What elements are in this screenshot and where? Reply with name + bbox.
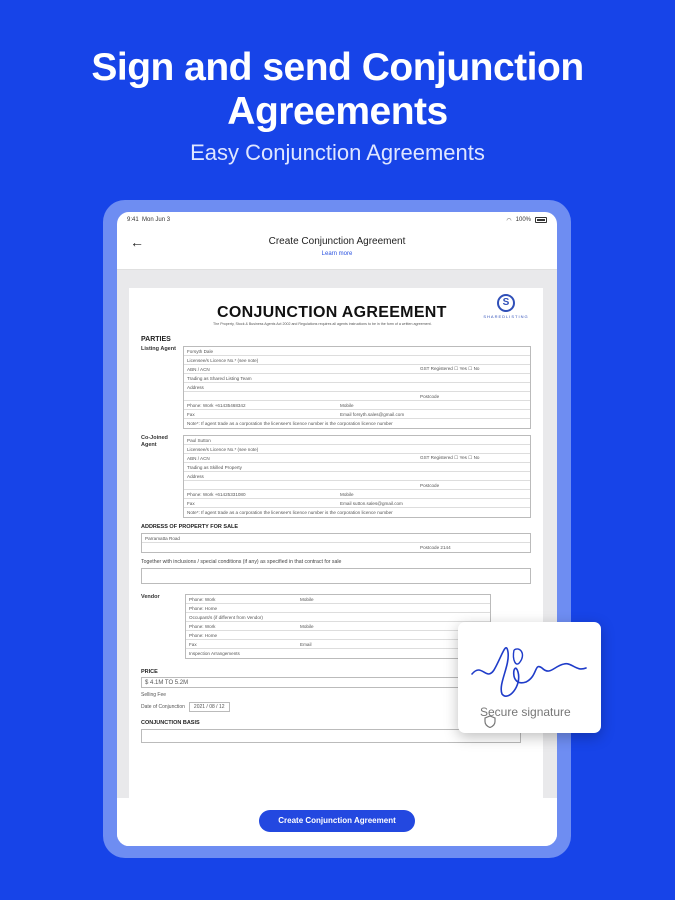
battery-icon (535, 217, 547, 223)
battery-percent: 100% (515, 217, 531, 223)
bottom-bar (117, 798, 557, 846)
logo-mark-icon: S (497, 294, 515, 312)
form-field[interactable]: Address (184, 472, 530, 481)
learn-more-link[interactable]: Learn more (321, 251, 353, 257)
document-note: The Property, Stock & Business Agents Act 2002 and Regulations requires all agents instructions to be in the form of a written agreement. (213, 322, 432, 326)
form-field[interactable]: ABN / ACN GST Registered ☐ Yes ☐ No (184, 454, 530, 463)
price-heading: PRICE (141, 669, 158, 675)
form-field[interactable]: Trading as Shared Listing Team (184, 374, 530, 383)
form-note: Note*: If agent trade as a corporation the licensee's licence number is the corporation licence number (187, 421, 393, 426)
status-date: Mon Jun 3 (142, 217, 171, 223)
date-field[interactable]: 2021 / 08 / 12 (189, 702, 230, 712)
sharedlisting-logo (483, 294, 529, 319)
create-agreement-button[interactable]: Create Conjunction Agreement (259, 810, 415, 832)
basis-heading: CONJUNCTION BASIS (141, 720, 200, 726)
form-field[interactable]: Postcode (184, 392, 530, 401)
property-postcode-field[interactable]: Postcode 2144 (420, 545, 451, 550)
form-field[interactable]: Paul Sutton (184, 436, 530, 445)
form-field[interactable]: Phone: Work Mobile (186, 622, 490, 631)
status-time: 9:41 (127, 217, 139, 223)
cojoined-agent-label: Co-Joined Agent (141, 435, 168, 448)
secure-signature-label: Secure signature (474, 705, 571, 719)
document-title: CONJUNCTION AGREEMENT (217, 304, 447, 321)
back-arrow-icon[interactable]: ← (130, 234, 144, 250)
form-field[interactable]: Fax Email sutton.sales@gmail.com (184, 499, 530, 508)
form-field[interactable]: ABN / ACN GST Registered ☐ Yes ☐ No (184, 365, 530, 374)
form-field[interactable]: Fax Email (186, 640, 490, 649)
vendor-label: Vendor (141, 594, 160, 600)
form-field[interactable]: Phone: Work +61425331080 Mobile (184, 490, 530, 499)
tablet-screen (117, 212, 557, 846)
date-row: Date of Conjunction 2021 / 08 / 12 (141, 702, 531, 712)
inclusions-label: Together with inclusions / special conditions (if any) as specified in that contract for sale (141, 559, 342, 565)
logo-text: SHAREDLISTING (483, 314, 529, 319)
listing-agent-label: Listing Agent (141, 346, 176, 352)
parties-heading: PARTIES (141, 336, 171, 343)
form-field[interactable]: Inspection Arrangements (189, 651, 240, 656)
nav-bar (117, 228, 557, 270)
property-address-field[interactable]: Parramatta Road (142, 534, 530, 543)
form-field[interactable]: Postcode (184, 481, 530, 490)
form-field[interactable]: Phone: Home (186, 604, 490, 613)
property-heading: ADDRESS OF PROPERTY FOR SALE (141, 524, 239, 530)
nav-title: Create Conjunction Agreement (268, 236, 406, 247)
form-note: Note*: If agent trade as a corporation the licensee's licence number is the corporation licence number (187, 510, 393, 515)
inclusions-field[interactable] (141, 568, 531, 584)
wifi-icon: ◠ (506, 217, 512, 224)
form-field[interactable]: Phone: Home (186, 631, 490, 640)
status-bar (117, 212, 557, 228)
listing-agent-section (141, 346, 531, 429)
form-field[interactable]: Address (184, 383, 530, 392)
form-field[interactable]: Occupant/s (if different from Vendor) (186, 613, 490, 622)
selling-fee-label: Selling Fee (141, 692, 167, 698)
form-field[interactable]: Phone: Work +61435468342 Mobile (184, 401, 530, 410)
tablet-frame (103, 200, 571, 858)
form-field[interactable]: Phone: Work Mobile (186, 595, 490, 604)
form-field[interactable]: Forsyth Dale (184, 347, 530, 356)
form-field[interactable]: Licensee/s Licence No.* (see note) (184, 356, 530, 365)
signature-card (458, 622, 601, 733)
form-field[interactable]: Licensee/s Licence No.* (see note) (184, 445, 530, 454)
hero-subtitle: Easy Conjunction Agreements (190, 140, 485, 165)
hero-title: Sign and send Conjunction Agreements (91, 46, 584, 133)
cojoined-agent-section (141, 435, 531, 518)
signature-drawing (468, 632, 592, 702)
form-field[interactable]: Fax Email forsyth.sales@gmail.com (184, 410, 530, 419)
price-field[interactable]: $ 4.1M TO 5.2M (141, 677, 515, 688)
form-field[interactable]: Trading as Skilled Property (184, 463, 530, 472)
